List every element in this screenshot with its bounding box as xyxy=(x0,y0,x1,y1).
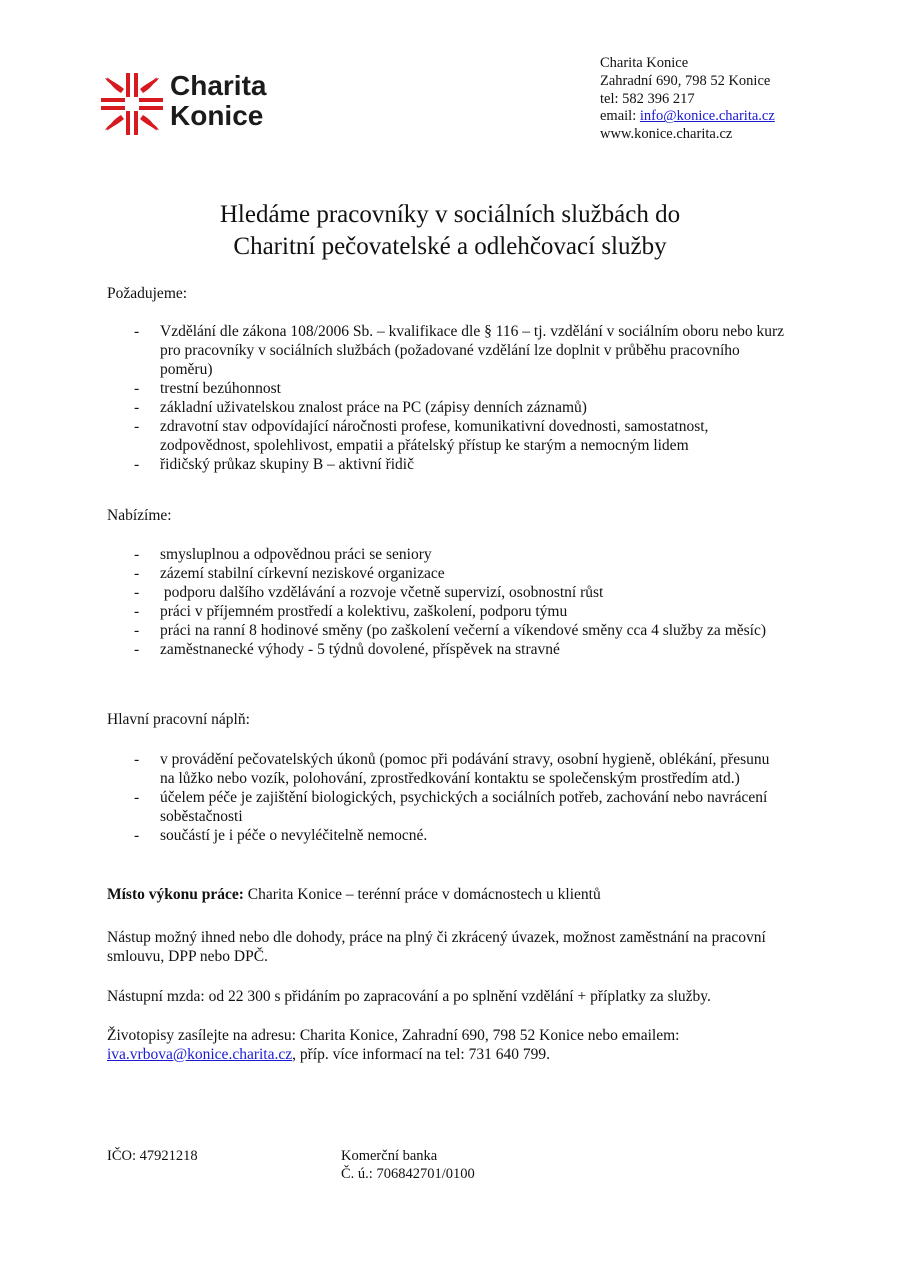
start-conditions: Nástup možný ihned nebo dle dohody, práce na plný či zkrácený úvazek, možnost zaměstnání na pracovní smlouvu, DPP nebo DPČ. xyxy=(107,929,766,965)
list-dash: - xyxy=(134,827,140,844)
list-item xyxy=(107,640,787,659)
list-dash: - xyxy=(134,380,140,397)
title-line-1: Hledáme pracovníky v sociálních službách do xyxy=(219,201,681,228)
list-item xyxy=(107,398,787,417)
list-item xyxy=(107,788,787,826)
list-item-text: práci na ranní 8 hodinové směny (po zaškolení večerní a víkendové směny cca 4 služby za měsíc) xyxy=(160,622,767,639)
duties-heading: Hlavní pracovní náplň: xyxy=(107,711,250,728)
list-item xyxy=(107,545,787,564)
list-item xyxy=(107,417,787,455)
list-dash: - xyxy=(134,399,140,416)
footer-account: Č. ú.: 706842701/0100 xyxy=(341,1166,475,1182)
list-item-text: podporu dalšího vzdělávání a rozvoje včetně supervizí, osobnostní růst xyxy=(160,584,604,601)
list-item xyxy=(107,602,787,621)
list-dash: - xyxy=(134,565,140,582)
list-item-text: zdravotní stav odpovídající náročnosti profese, komunikativní dovednosti, samostatnost, zodpovědnost, spolehlivost, empatii a přátelský přístup ke starým a nemocným lidem xyxy=(160,418,709,454)
list-dash: - xyxy=(134,584,140,601)
list-dash: - xyxy=(134,323,140,340)
salary-info: Nástupní mzda: od 22 300 s přidáním po zapracování a po splnění vzdělání + příplatky za služby. xyxy=(107,988,711,1005)
title-line-2: Charitní pečovatelské a odlehčovací služby xyxy=(233,233,667,260)
list-dash: - xyxy=(134,751,140,768)
page-title xyxy=(0,199,900,263)
list-item xyxy=(107,621,787,640)
list-item-text: v provádění pečovatelských úkonů (pomoc při podávání stravy, osobní hygieně, oblékání, přesunu na lůžko nebo vozík, polohování, zprostředkování kontaktu se společenským prostředím atd.) xyxy=(160,751,770,787)
list-item-text: účelem péče je zajištění biologických, psychických a sociálních potřeb, zachování nebo navrácení soběstačnosti xyxy=(160,789,768,825)
contact-email-line xyxy=(600,108,775,126)
list-item xyxy=(107,583,787,602)
cv-text: Životopisy zasílejte na adresu: Charita Konice, Zahradní 690, 798 52 Konice nebo emailem: xyxy=(107,1027,680,1044)
list-item-text: Vzdělání dle zákona 108/2006 Sb. – kvalifikace dle § 116 – tj. vzdělání v sociálním oboru nebo kurz pro pracovníky v sociálních službách (požadované vzdělání lze doplnit v průběhu pracovního poměru) xyxy=(160,323,784,378)
offer-heading: Nabízíme: xyxy=(107,507,172,524)
list-item xyxy=(107,322,787,379)
list-dash: - xyxy=(134,641,140,658)
contact-address: Zahradní 690, 798 52 Konice xyxy=(600,72,771,89)
contact-email-link[interactable]: info@konice.charita.cz xyxy=(639,108,775,125)
list-item xyxy=(107,379,787,398)
list-item xyxy=(107,564,787,583)
charita-logo xyxy=(101,70,281,138)
list-item-text: zázemí stabilní církevní neziskové organizace xyxy=(160,565,445,582)
footer-bank xyxy=(341,1147,475,1183)
work-place-text: Charita Konice – terénní práce v domácnostech u klientů xyxy=(243,886,601,903)
requirements-heading: Požadujeme: xyxy=(107,285,188,302)
list-item xyxy=(107,750,787,788)
contact-email-prefix: email: xyxy=(600,108,640,125)
footer-bank-name: Komerční banka xyxy=(341,1148,438,1164)
list-item-text: řidičský průkaz skupiny B – aktivní řidič xyxy=(160,456,414,473)
list-item xyxy=(107,455,787,474)
cv-contact-line xyxy=(107,1045,787,1064)
list-item-text: trestní bezúhonnost xyxy=(160,380,281,397)
logo-line-2: Konice xyxy=(170,100,264,131)
offer-list xyxy=(107,545,787,659)
list-dash: - xyxy=(134,789,140,806)
footer-ico: IČO: 47921218 xyxy=(107,1148,198,1164)
list-item-text: práci v příjemném prostředí a kolektivu, zaškolení, podporu týmu xyxy=(160,603,568,620)
work-place xyxy=(107,885,601,904)
list-item xyxy=(107,826,787,845)
contact-tel: tel: 582 396 217 xyxy=(600,90,695,107)
contact-web: www.konice.charita.cz xyxy=(600,126,733,143)
cv-suffix: , příp. více informací na tel: 731 640 799. xyxy=(292,1046,550,1063)
logo-wordmark xyxy=(170,71,266,131)
list-item-text: základní uživatelskou znalost práce na PC (zápisy denních záznamů) xyxy=(160,399,587,416)
work-place-label: Místo výkonu práce: xyxy=(107,886,244,903)
duties-list xyxy=(107,750,787,845)
list-dash: - xyxy=(134,418,140,435)
cv-email-link[interactable]: iva.vrbova@konice.charita.cz xyxy=(107,1046,293,1063)
contact-name: Charita Konice xyxy=(600,55,689,71)
list-dash: - xyxy=(134,603,140,620)
list-dash: - xyxy=(134,622,140,639)
list-dash: - xyxy=(134,456,140,473)
charita-cross-icon xyxy=(101,73,163,135)
requirements-list xyxy=(107,322,787,474)
cv-instructions xyxy=(107,1026,787,1064)
list-item-text: smysluplnou a odpovědnou práci se seniory xyxy=(160,546,432,563)
contact-block xyxy=(600,55,775,144)
list-item-text: zaměstnanecké výhody - 5 týdnů dovolené, příspěvek na stravné xyxy=(160,641,560,658)
list-item-text: součástí je i péče o nevyléčitelně nemocné. xyxy=(160,827,428,844)
logo-line-1: Charita xyxy=(170,70,267,101)
list-dash: - xyxy=(134,546,140,563)
